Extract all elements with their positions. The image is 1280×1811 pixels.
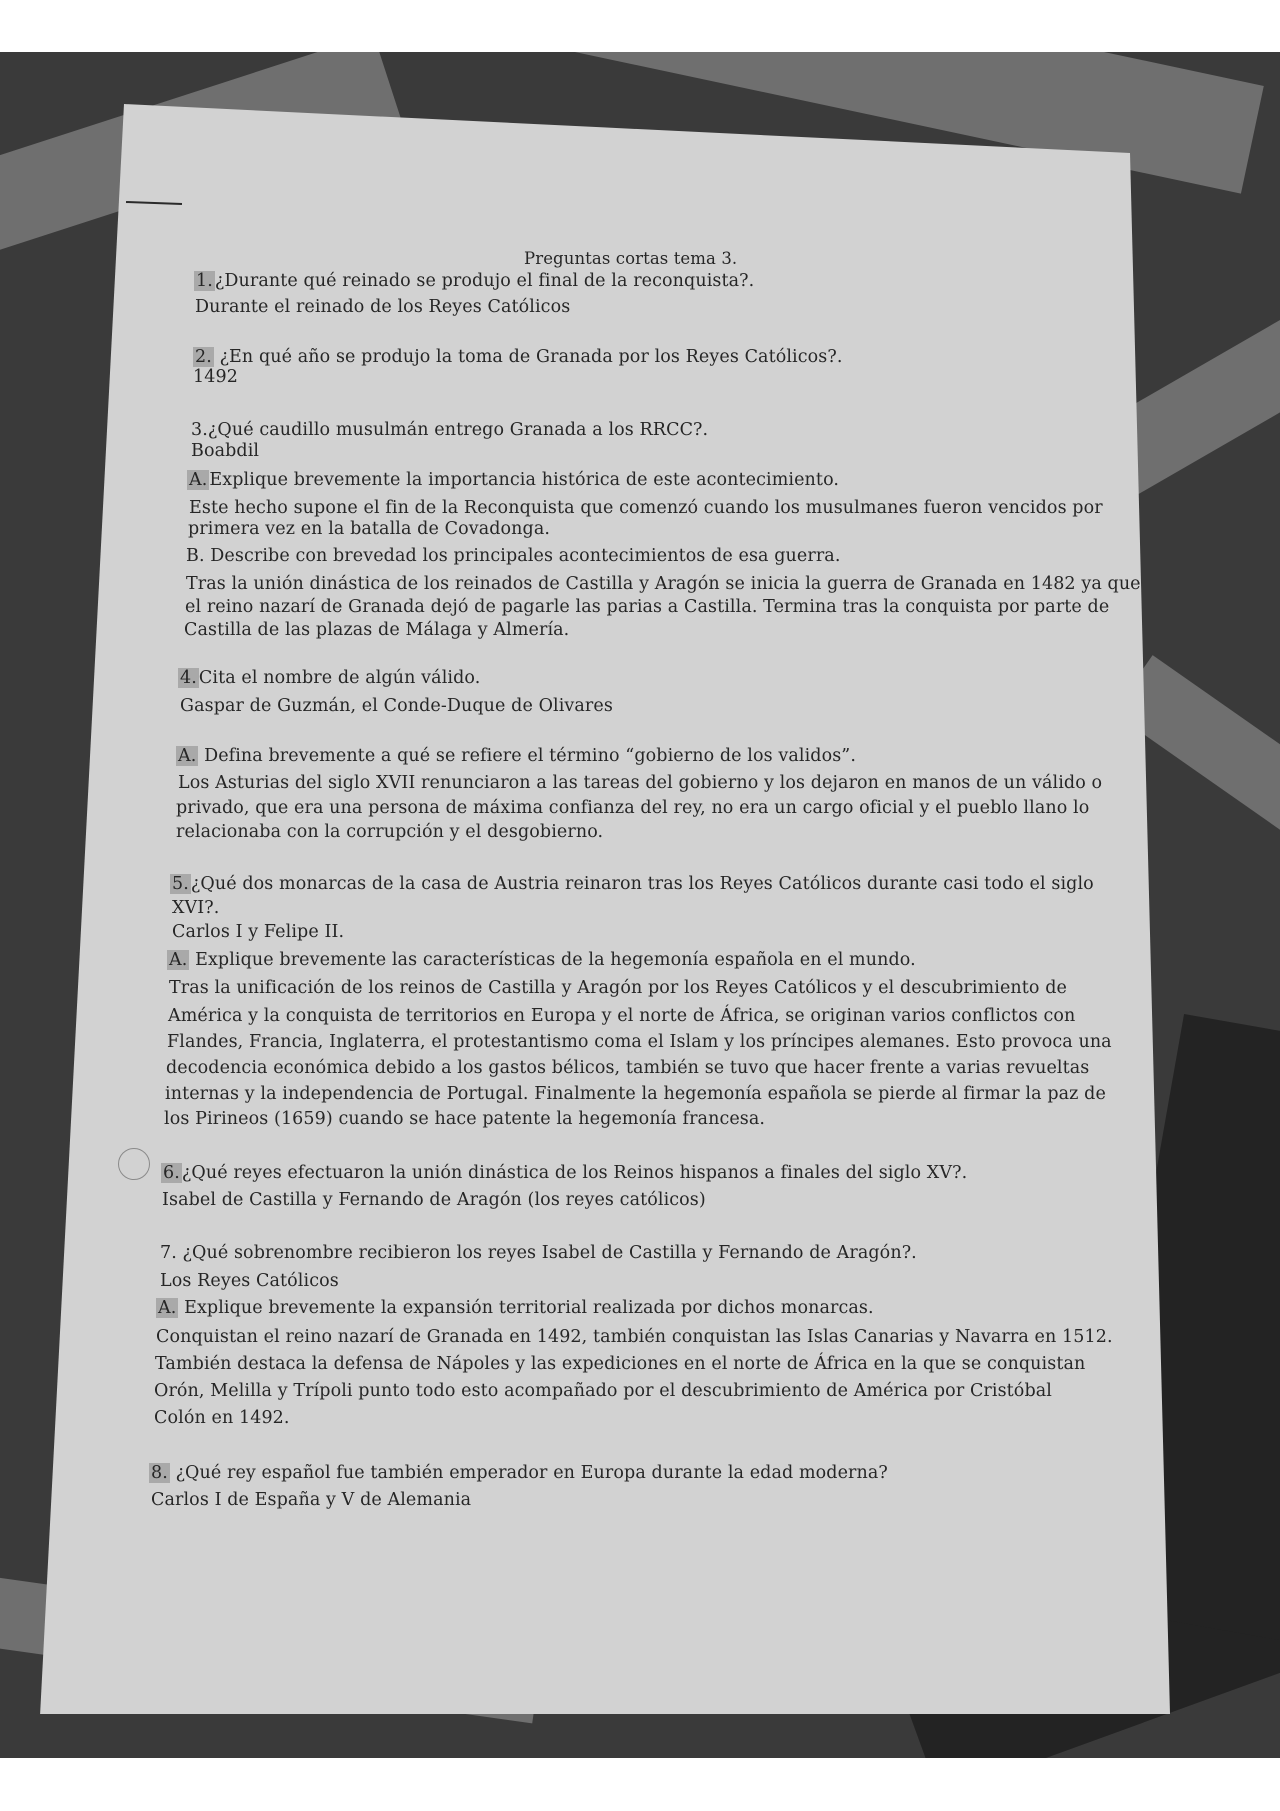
question-number: 5.	[172, 874, 189, 894]
subquestion-7a	[156, 1298, 874, 1318]
answer-text: América y la conquista de territorios en Europa y el norte de África, se originan varios conflictos con	[168, 1006, 1076, 1026]
question-text: ¿Qué reyes efectuaron la unión dinástica de los Reinos hispanos a finales del siglo XV?.	[181, 1163, 968, 1183]
question-7: 7. ¿Qué sobrenombre recibieron los reyes Isabel de Castilla y Fernando de Aragón?.	[160, 1243, 917, 1263]
answer-text: Los Reyes Católicos	[160, 1271, 339, 1291]
question-number: 8.	[151, 1463, 168, 1483]
answer-text: decodencia económica debido a los gastos bélicos, también se tuvo que hacer frente a varias revueltas	[166, 1058, 1090, 1078]
subquestion-label: A.	[189, 470, 208, 490]
question-4	[178, 668, 480, 688]
answer-text: privado, que era una persona de máxima confianza del rey, no era un cargo oficial y el pueblo llano lo	[176, 798, 1090, 818]
answer-text: internas y la independencia de Portugal. Finalmente la hegemonía española se pierde al firmar la paz de	[165, 1084, 1106, 1104]
pen-mark	[126, 201, 182, 205]
answer-text: Gaspar de Guzmán, el Conde-Duque de Olivares	[180, 696, 613, 716]
question-text: ¿Qué rey español fue también emperador en Europa durante la edad moderna?	[169, 1463, 888, 1483]
subquestion-label: A.	[169, 950, 188, 970]
question-3: 3.¿Qué caudillo musulmán entrego Granada a los RRCC?.	[191, 420, 709, 440]
question-5-continued: XVI?.	[172, 898, 220, 918]
answer-text: 1492	[193, 367, 238, 387]
answer-text: Isabel de Castilla y Fernando de Aragón (los reyes católicos)	[162, 1190, 706, 1210]
answer-text: Carlos I y Felipe II.	[172, 922, 345, 942]
answer-text: Colón en 1492.	[154, 1408, 290, 1428]
subquestion-3b: B. Describe con brevedad los principales acontecimientos de esa guerra.	[186, 546, 841, 566]
subquestion-3a	[187, 470, 839, 490]
answer-text: Los Asturias del siglo XVII renunciaron a las tareas del gobierno y los dejaron en manos de un válido o	[178, 773, 1103, 793]
circle-mark	[118, 1148, 150, 1180]
answer-text: el reino nazarí de Granada dejó de pagarle las parias a Castilla. Termina tras la conquista por parte de	[185, 597, 1110, 617]
question-text: ¿Durante qué reinado se produjo el final de la reconquista?.	[214, 271, 755, 291]
question-text: ¿Qué dos monarcas de la casa de Austria reinaron tras los Reyes Católicos durante casi todo el siglo	[190, 874, 1094, 894]
question-5	[170, 874, 1094, 894]
answer-text: Conquistan el reino nazarí de Granada en 1492, también conquistan las Islas Canarias y Navarra en 1512.	[156, 1327, 1113, 1347]
answer-text: Castilla de las plazas de Málaga y Almería.	[184, 620, 570, 640]
answer-text: Boabdil	[191, 441, 260, 461]
question-text: ¿En qué año se produjo la toma de Granada por los Reyes Católicos?.	[213, 347, 843, 367]
question-8	[149, 1463, 888, 1483]
subquestion-text: Explique brevemente la importancia histórica de este acontecimiento.	[209, 470, 840, 490]
subquestion-text: Explique brevemente las características de la hegemonía española en el mundo.	[189, 950, 916, 970]
answer-text: primera vez en la batalla de Covadonga.	[188, 519, 551, 539]
subquestion-text: Defina brevemente a qué se refiere el término “gobierno de los validos”.	[198, 746, 857, 766]
subquestion-label: A.	[178, 746, 197, 766]
answer-text: Carlos I de España y V de Alemania	[151, 1490, 472, 1510]
answer-text: Este hecho supone el fin de la Reconquista que comenzó cuando los musulmanes fueron vencidos por	[189, 498, 1103, 518]
question-number: 2.	[195, 347, 212, 367]
question-1	[194, 271, 754, 291]
question-number: 6.	[163, 1163, 180, 1183]
question-number: 1.	[196, 271, 213, 291]
question-2	[193, 347, 843, 367]
answer-text: relacionaba con la corrupción y el desgobierno.	[176, 822, 604, 842]
subquestion-label: A.	[158, 1298, 177, 1318]
question-text: Cita el nombre de algún válido.	[198, 668, 481, 688]
answer-text: Orón, Melilla y Trípoli punto todo esto acompañado por el descubrimiento de América por Cristóbal	[154, 1381, 1052, 1401]
answer-text: Durante el reinado de los Reyes Católicos	[195, 297, 571, 317]
answer-text: Tras la unión dinástica de los reinados de Castilla y Aragón se inicia la guerra de Granada en 1482 ya que	[186, 574, 1141, 594]
subquestion-5a	[167, 950, 916, 970]
question-number: 4.	[180, 668, 197, 688]
answer-text: Flandes, Francia, Inglaterra, el protestantismo coma el Islam y los príncipes alemanes. Esto provoca una	[167, 1032, 1112, 1052]
answer-text: También destaca la defensa de Nápoles y las expediciones en el norte de África en la que se conquistan	[155, 1354, 1086, 1374]
answer-text: los Pirineos (1659) cuando se hace patente la hegemonía francesa.	[164, 1109, 766, 1129]
question-6	[161, 1163, 967, 1183]
answer-text: Tras la unificación de los reinos de Castilla y Aragón por los Reyes Católicos y el descubrimiento de	[169, 978, 1067, 998]
subquestion-text: Explique brevemente la expansión territorial realizada por dichos monarcas.	[178, 1298, 874, 1318]
page-title: Preguntas cortas tema 3.	[524, 249, 738, 268]
subquestion-4a	[176, 746, 856, 766]
